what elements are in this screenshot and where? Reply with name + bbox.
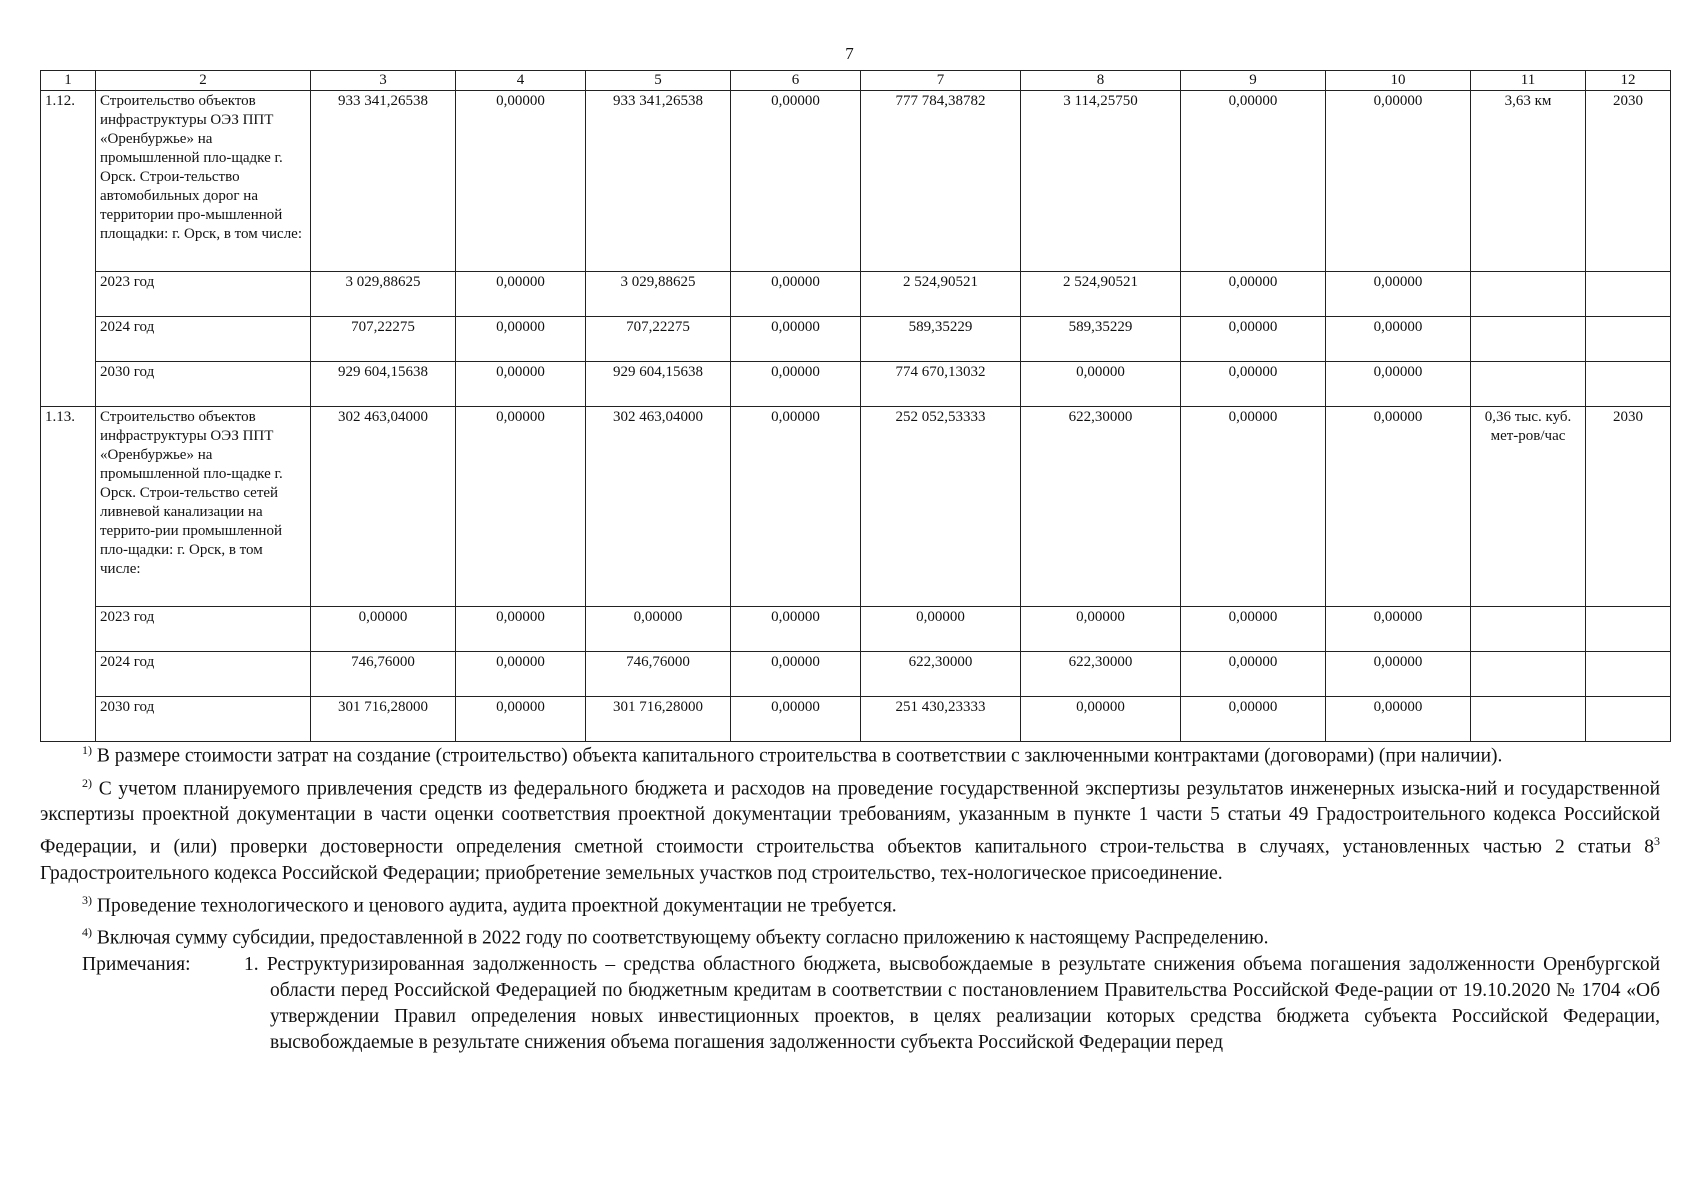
footnote-2 <box>40 770 1660 887</box>
year-label: 2030 год <box>96 362 311 407</box>
header-cell: 1 <box>41 71 96 91</box>
value-cell: 0,00000 <box>456 272 586 317</box>
table-row-year <box>41 362 1671 407</box>
empty-cell <box>1586 607 1671 652</box>
header-cell: 5 <box>586 71 731 91</box>
value-cell: 0,00000 <box>731 407 861 607</box>
empty-cell <box>1471 362 1586 407</box>
footnote-3 <box>40 887 1660 920</box>
row-index: 1.12. <box>41 91 96 407</box>
value-cell: 622,30000 <box>1021 407 1181 607</box>
value-cell: 774 670,13032 <box>861 362 1021 407</box>
value-cell: 929 604,15638 <box>586 362 731 407</box>
header-cell: 12 <box>1586 71 1671 91</box>
value-cell: 0,00000 <box>456 652 586 697</box>
value-cell: 3 114,25750 <box>1021 91 1181 272</box>
value-cell: 0,00000 <box>1181 272 1326 317</box>
year-label: 2030 год <box>96 697 311 742</box>
value-cell: 0,00000 <box>731 697 861 742</box>
table-row-1-13 <box>41 407 1671 607</box>
value-cell: 301 716,28000 <box>311 697 456 742</box>
footnote-text: Включая сумму субсидии, предоставленной в 2022 году по соответствующему объекту согласно приложению к настоящему Распределению. <box>96 927 1269 949</box>
value-cell: 746,76000 <box>586 652 731 697</box>
value-cell: 933 341,26538 <box>311 91 456 272</box>
header-cell: 7 <box>861 71 1021 91</box>
empty-cell <box>1471 317 1586 362</box>
header-cell: 6 <box>731 71 861 91</box>
table-row-1-12 <box>41 91 1671 272</box>
footnote-text: В размере стоимости затрат на создание (строительство) объекта капитального строительства в соответствии с заключенными контрактами (договорами) (при наличии). <box>96 745 1503 767</box>
value-cell: 933 341,26538 <box>586 91 731 272</box>
value-cell: 0,00000 <box>1181 607 1326 652</box>
value-cell: 302 463,04000 <box>311 407 456 607</box>
empty-cell <box>1471 697 1586 742</box>
footnote-mark: 3) <box>82 892 92 907</box>
year-label: 2023 год <box>96 607 311 652</box>
value-cell: 0,00000 <box>1021 697 1181 742</box>
value-cell: 589,35229 <box>1021 317 1181 362</box>
table-row-year <box>41 652 1671 697</box>
footnote-4 <box>40 919 1660 952</box>
empty-cell <box>1586 317 1671 362</box>
value-cell: 0,00000 <box>731 317 861 362</box>
header-cell: 9 <box>1181 71 1326 91</box>
capacity-cell: 3,63 км <box>1471 91 1586 272</box>
value-cell: 0,00000 <box>731 362 861 407</box>
empty-cell <box>1586 697 1671 742</box>
footnotes <box>40 737 1660 1056</box>
remarks-item: 1. Реструктуризированная задолженность – средства областного бюджета, высвобождаемые в результате снижения объема погашения задолженности Оренбургской области перед Российской Федерацией по бюджетным кредитам в соответствии с постановлением Правительства Российской Феде-рации от 19.10.2020 № 1704 «Об утверждении Правил определения новых инвестиционных проектов, в целях реализации которых средства бюджета субъекта Российской Федерации, высвобождаемые в результате снижения объема погашения задолженности субъекта Российской Федерации перед <box>244 953 1660 1053</box>
value-cell: 252 052,53333 <box>861 407 1021 607</box>
footnote-text: Градостроительного кодекса Российской Федерации; приобретение земельных участков под строительство, тех-нологическое присоединение. <box>40 862 1223 884</box>
year-label: 2024 год <box>96 317 311 362</box>
year-label: 2023 год <box>96 272 311 317</box>
value-cell: 0,00000 <box>861 607 1021 652</box>
value-cell: 0,00000 <box>1181 317 1326 362</box>
value-cell: 0,00000 <box>586 607 731 652</box>
value-cell: 0,00000 <box>1326 607 1471 652</box>
header-cell: 4 <box>456 71 586 91</box>
value-cell: 0,00000 <box>456 607 586 652</box>
empty-cell <box>1471 607 1586 652</box>
value-cell: 0,00000 <box>1181 407 1326 607</box>
value-cell: 0,00000 <box>1181 697 1326 742</box>
value-cell: 777 784,38782 <box>861 91 1021 272</box>
value-cell: 0,00000 <box>456 317 586 362</box>
value-cell: 3 029,88625 <box>586 272 731 317</box>
value-cell: 707,22275 <box>311 317 456 362</box>
value-cell: 0,00000 <box>456 697 586 742</box>
value-cell: 0,00000 <box>1326 407 1471 607</box>
table-header-row <box>41 71 1671 91</box>
value-cell: 707,22275 <box>586 317 731 362</box>
value-cell: 0,00000 <box>731 272 861 317</box>
value-cell: 3 029,88625 <box>311 272 456 317</box>
value-cell: 746,76000 <box>311 652 456 697</box>
table-row-year <box>41 697 1671 742</box>
value-cell: 589,35229 <box>861 317 1021 362</box>
empty-cell <box>1586 272 1671 317</box>
value-cell: 0,00000 <box>1181 91 1326 272</box>
value-cell: 0,00000 <box>1326 362 1471 407</box>
header-cell: 2 <box>96 71 311 91</box>
row-index: 1.13. <box>41 407 96 742</box>
value-cell: 2 524,90521 <box>1021 272 1181 317</box>
table-row-year <box>41 317 1671 362</box>
value-cell: 0,00000 <box>456 407 586 607</box>
footnote-text: С учетом планируемого привлечения средств из федерального бюджета и расходов на проведение государственной экспертизы результатов инженерных изыска-ний и государственной экспертизы проектной документации в части оценки соответствия проектной документации требованиям, указанным в пункте 1 части 5 статьи 49 Градостроительного кодекса Российской Федерации, и (или) проверки достоверности определения сметной стоимости строительства объектов капитального строи-тельства в случаях, установленных частью 2 статьи 8 <box>40 778 1661 858</box>
budget-table <box>40 70 1671 742</box>
value-cell: 0,00000 <box>1021 607 1181 652</box>
row-description: Строительство объектов инфраструктуры ОЭЗ ППТ «Оренбуржье» на промышленной пло-щадке г. Орск. Строи-тельство сетей ливневой канализации на террито-рии промышленной пло-щадки: г. Орск, в том числе: <box>96 407 311 607</box>
footnote-1 <box>40 737 1660 770</box>
value-cell: 0,00000 <box>456 91 586 272</box>
value-cell: 0,00000 <box>311 607 456 652</box>
year-label: 2024 год <box>96 652 311 697</box>
value-cell: 0,00000 <box>1021 362 1181 407</box>
empty-cell <box>1586 652 1671 697</box>
value-cell: 0,00000 <box>731 91 861 272</box>
value-cell: 929 604,15638 <box>311 362 456 407</box>
table-row-year <box>41 272 1671 317</box>
row-description: Строительство объектов инфраструктуры ОЭЗ ППТ «Оренбуржье» на промышленной пло-щадке г. Орск. Строи-тельство автомобильных дорог на территории про-мышленной площадки: г. Орск, в том числе: <box>96 91 311 272</box>
value-cell: 251 430,23333 <box>861 697 1021 742</box>
value-cell: 0,00000 <box>1326 697 1471 742</box>
header-cell: 10 <box>1326 71 1471 91</box>
remarks <box>40 952 1660 1056</box>
empty-cell <box>1586 362 1671 407</box>
value-cell: 302 463,04000 <box>586 407 731 607</box>
value-cell: 0,00000 <box>1181 652 1326 697</box>
value-cell: 2 524,90521 <box>861 272 1021 317</box>
value-cell: 622,30000 <box>1021 652 1181 697</box>
year-cell: 2030 <box>1586 407 1671 607</box>
value-cell: 0,00000 <box>1326 317 1471 362</box>
header-cell: 11 <box>1471 71 1586 91</box>
value-cell: 0,00000 <box>731 652 861 697</box>
value-cell: 622,30000 <box>861 652 1021 697</box>
value-cell: 0,00000 <box>1326 652 1471 697</box>
footnote-text: Проведение технологического и ценового аудита, аудита проектной документации не требуется. <box>96 895 897 916</box>
table-row-year <box>41 607 1671 652</box>
empty-cell <box>1471 272 1586 317</box>
superscript: 3 <box>1654 834 1660 848</box>
header-cell: 3 <box>311 71 456 91</box>
empty-cell <box>1471 652 1586 697</box>
footnote-mark: 1) <box>82 743 92 757</box>
year-cell: 2030 <box>1586 91 1671 272</box>
remarks-label: Примечания: <box>82 953 191 975</box>
header-cell: 8 <box>1021 71 1181 91</box>
value-cell: 0,00000 <box>731 607 861 652</box>
value-cell: 0,00000 <box>1326 91 1471 272</box>
value-cell: 0,00000 <box>1181 362 1326 407</box>
value-cell: 301 716,28000 <box>586 697 731 742</box>
capacity-cell: 0,36 тыс. куб. мет-ров/час <box>1471 407 1586 607</box>
value-cell: 0,00000 <box>1326 272 1471 317</box>
page-number: 7 <box>845 44 854 63</box>
footnote-mark: 2) <box>82 775 92 790</box>
value-cell: 0,00000 <box>456 362 586 407</box>
footnote-mark: 4) <box>82 925 92 939</box>
